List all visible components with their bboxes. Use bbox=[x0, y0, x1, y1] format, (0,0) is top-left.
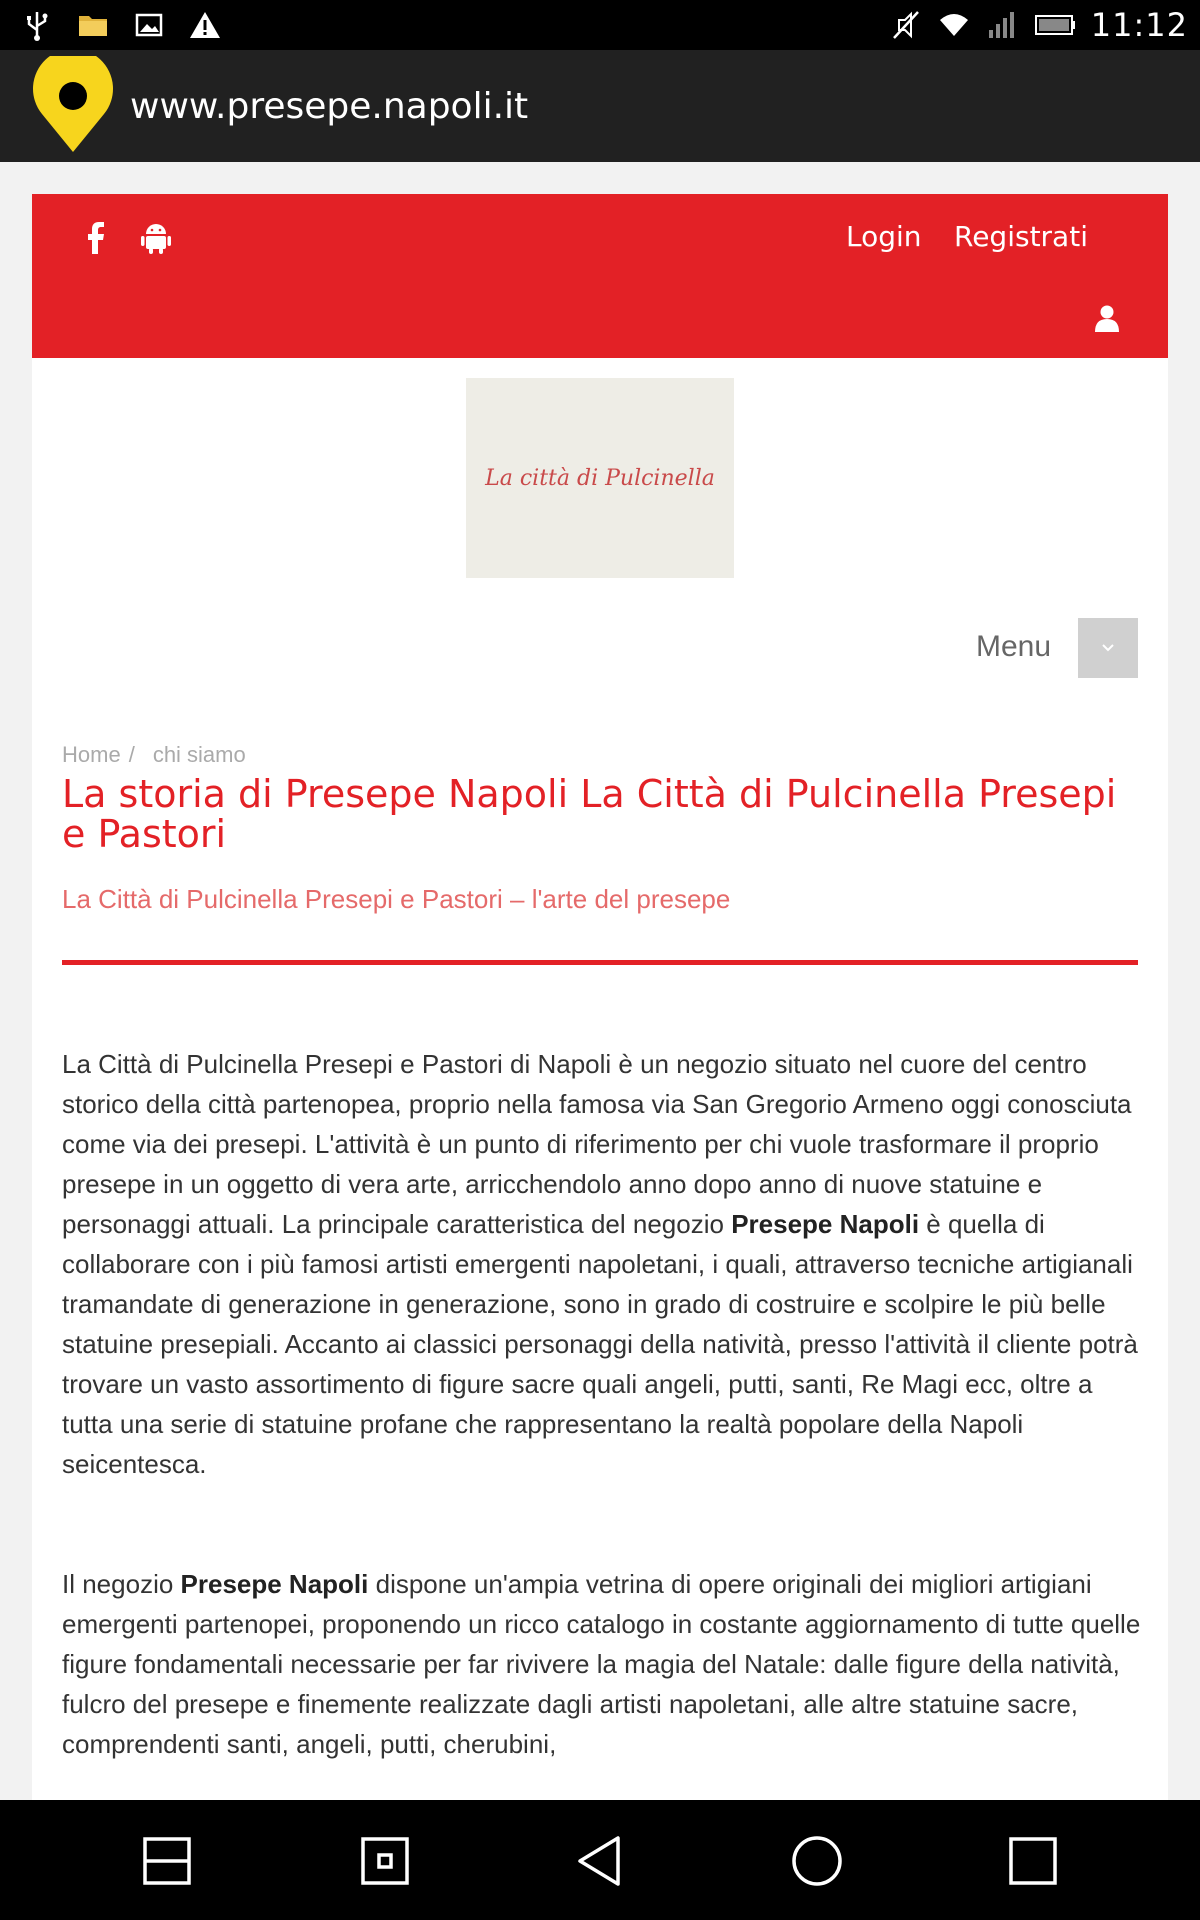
clock: 11:12 bbox=[1090, 6, 1188, 44]
menu-toggle-button[interactable] bbox=[1078, 618, 1138, 678]
menu-label[interactable]: Menu bbox=[976, 630, 1052, 663]
android-icon[interactable] bbox=[136, 218, 176, 258]
page-subtitle: La Città di Pulcinella Presepi e Pastori – l'arte del presepe bbox=[62, 884, 731, 914]
usb-icon bbox=[20, 8, 54, 42]
title-divider bbox=[62, 960, 1138, 965]
user-icon[interactable] bbox=[1094, 304, 1120, 332]
article-paragraph-1 bbox=[62, 1044, 1142, 1484]
map-pin-logo-icon[interactable] bbox=[30, 56, 116, 156]
paragraph-text: dispone un'ampia vetrina di opere originali dei migliori artigiani emergenti partenopei, proponendo un ricco catalogo in costante aggiornamento di tutte quelle figure fondamentali necessarie per far rivivere la magia del Natale: dalle figure della natività, fulcro del presepe e finemente realizzate dagli artisti napoletani, alle altre statuine sacre, comprendenti santi, angeli, putti, cherubini, bbox=[62, 1569, 1141, 1759]
top-header-bar bbox=[32, 194, 1168, 358]
folder-icon bbox=[76, 8, 110, 42]
split-screen-icon[interactable] bbox=[140, 1834, 194, 1888]
recent-apps-icon[interactable] bbox=[1006, 1834, 1060, 1888]
home-icon[interactable] bbox=[790, 1834, 844, 1888]
login-link[interactable]: Login bbox=[846, 220, 922, 253]
battery-icon bbox=[1033, 8, 1077, 42]
paragraph-bold-text: Presepe Napoli bbox=[731, 1209, 920, 1239]
breadcrumb-home[interactable]: Home bbox=[62, 742, 121, 767]
breadcrumb-current: chi siamo bbox=[152, 742, 246, 767]
wifi-icon bbox=[937, 8, 971, 42]
facebook-icon[interactable] bbox=[76, 218, 116, 258]
web-page bbox=[32, 194, 1168, 1800]
breadcrumb-separator: / bbox=[128, 742, 135, 767]
paragraph-bold-text: Presepe Napoli bbox=[180, 1569, 369, 1599]
app-window-icon[interactable] bbox=[358, 1834, 412, 1888]
paragraph-text: Il negozio bbox=[62, 1569, 181, 1599]
site-logo[interactable] bbox=[466, 378, 734, 578]
signal-icon bbox=[985, 8, 1019, 42]
warning-icon bbox=[188, 8, 222, 42]
article-paragraph-2 bbox=[62, 1564, 1142, 1764]
status-bar bbox=[0, 0, 1200, 50]
url-label: www.presepe.napoli.it bbox=[130, 86, 529, 127]
navigation-bar bbox=[0, 1800, 1200, 1920]
logo-text: La città di Pulcinella bbox=[485, 465, 715, 491]
paragraph-text: è quella di collaborare con i più famosi artisti emergenti napoletani, i quali, attraverso tecniche artigianali tramandate di generazione in generazione, sono in grado di costruire e scolpire le più belle statuine presepiali. Accanto ai classici personaggi della natività, presso l'attività il cliente potrà trovare un vasto assortimento di figure sacre quali angeli, putti, santi, Re Magi ecc, oltre a tutta una serie di statuine profane che rappresentano la realtà popolare della Napoli seicentesca. bbox=[62, 1209, 1138, 1479]
breadcrumb bbox=[62, 742, 246, 768]
paragraph-text: La Città di Pulcinella Presepi e Pastori di Napoli è un negozio situato nel cuore del centro storico della città partenopea, proprio nella famosa via San Gregorio Armeno oggi conosciuta come via dei presepi. L'attività è un punto di riferimento per chi vuole trasformare il proprio presepe in un oggetto di vera arte, arricchendolo anno dopo anno di nuove statuine e personaggi attuali. La principale caratteristica del negozio bbox=[62, 1049, 1132, 1239]
register-link[interactable]: Registrati bbox=[954, 220, 1088, 253]
mute-icon bbox=[889, 8, 923, 42]
app-bar bbox=[0, 50, 1200, 162]
page-title: La storia di Presepe Napoli La Città di Pulcinella Presepi e Pastori bbox=[62, 772, 1117, 856]
chevron-down-icon bbox=[1078, 618, 1138, 678]
image-icon bbox=[132, 8, 166, 42]
back-icon[interactable] bbox=[574, 1834, 628, 1888]
